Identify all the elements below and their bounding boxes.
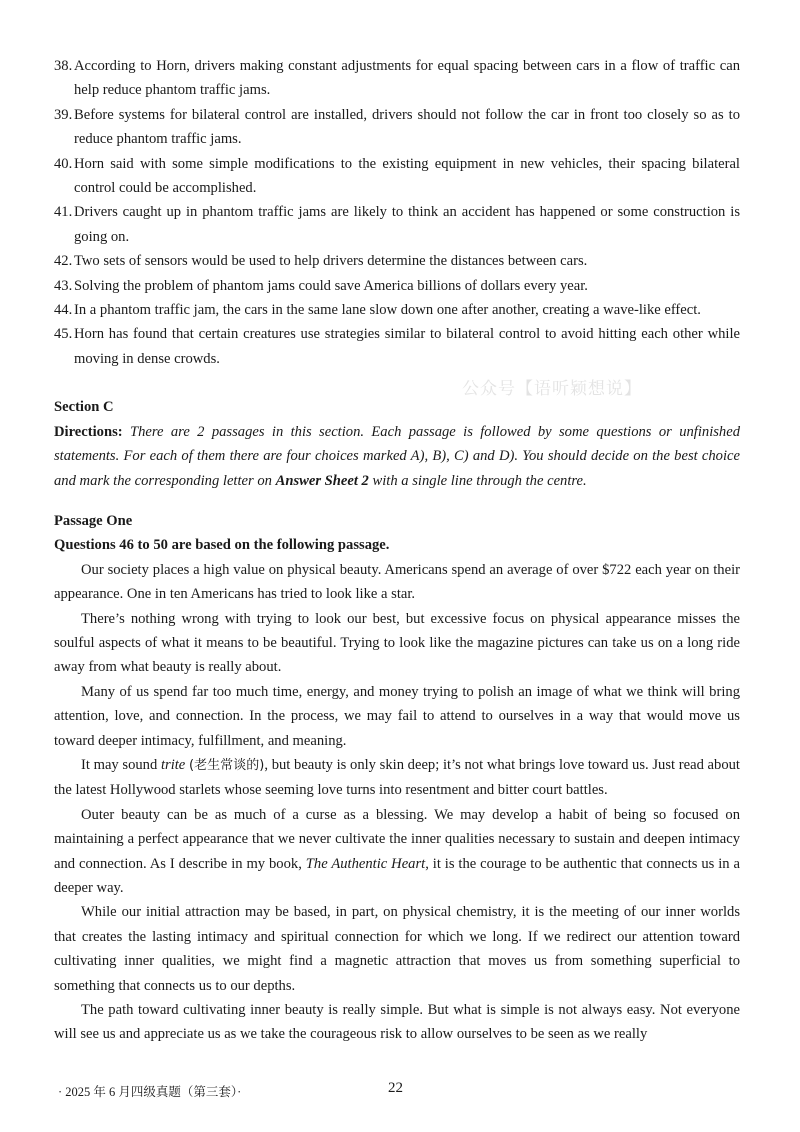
question-item xyxy=(54,274,740,298)
question-item xyxy=(54,103,740,152)
paragraph-text: Outer beauty can be as much of a curse as a blessing. We may develop a habit of being so focused on maintaining a perfect appearance that we never cultivate the inner qualities necessary to sustain and deepen intimacy and connection. As I describe in my book, xyxy=(54,806,740,872)
paragraph xyxy=(54,753,740,803)
question-item xyxy=(54,249,740,273)
paragraph: Many of us spend far too much time, energy, and money trying to polish an image of what we think will bring attention, love, and connection. In the process, we may fail to attend to ourselves in a way that would move us toward deeper intimacy, fulfillment, and meaning. xyxy=(54,683,740,749)
directions-label: Directions: xyxy=(54,423,123,440)
watermark: 公众号【语听颖想说】 xyxy=(462,379,642,399)
question-text: Drivers caught up in phantom traffic jams are likely to think an accident has happened or some construction is going on. xyxy=(74,204,740,245)
question-text: Before systems for bilateral control are installed, drivers should not follow the car in front too closely so as to reduce phantom traffic jams. xyxy=(74,106,740,148)
question-item xyxy=(54,54,740,103)
question-number: 43. xyxy=(54,277,73,294)
directions-text-end: with a single line through the centre. xyxy=(372,472,587,489)
paragraph: There’s nothing wrong with trying to look our best, but excessive focus on physical appearance misses the soulful aspects of what it means to be beautiful. Trying to look like the magazine pictures can take us on a long ride away from what beauty is really about. xyxy=(54,610,740,676)
paragraph: While our initial attraction may be based, in part, on physical chemistry, it is the meeting of our inner worlds that creates the lasting intimacy and spiritual connection for which we long. If we redirect our attention toward cultivating inner qualities, we might find a magnetic attraction that moves us from something superficial to something that connects us to our depths. xyxy=(54,904,740,994)
directions-text: There are 2 passages in this section. Each passage is followed by some questions or unfinished statements. For each of them there are four choices marked A), B), C) and D). You should decide on the best choice and mark the corresponding letter on xyxy=(54,423,740,489)
question-number: 44. xyxy=(54,302,73,319)
question-text: Horn said with some simple modifications to the existing equipment in new vehicles, their spacing bilateral control could be accomplished. xyxy=(74,155,740,197)
paragraph-text: It may sound xyxy=(81,756,158,773)
page-content xyxy=(54,54,740,1047)
question-text: Solving the problem of phantom jams could save America billions of dollars every year. xyxy=(74,277,588,294)
answer-sheet-label: Answer Sheet 2 xyxy=(275,472,369,489)
page-number: 22 xyxy=(388,1080,403,1096)
question-number: 38. xyxy=(54,58,73,74)
paragraph: The path toward cultivating inner beauty is really simple. But what is simple is not always easy. Not everyone will see us and appreciate us as we take the courageous risk to allow ourselves to be seen as we really xyxy=(54,1002,740,1043)
question-item xyxy=(54,152,740,201)
question-text: According to Horn, drivers making constant adjustments for equal spacing between cars in a flow of traffic can help reduce phantom traffic jams. xyxy=(74,58,740,99)
question-text: Horn has found that certain creatures use strategies similar to bilateral control to avoid hitting each other while moving in dense crowds. xyxy=(74,326,740,367)
question-item xyxy=(54,200,740,249)
paragraph-text: , but beauty is only skin deep; it’s not what brings love toward us. Just read about the latest Hollywood starlets whose seeming love turns into resentment and bitter court battles. xyxy=(54,756,740,799)
paragraph: Our society places a high value on physical beauty. Americans spend an average of over $722 each year on their appearance. One in ten Americans has tried to look like a star. xyxy=(54,561,740,603)
paragraph-text: , it is the courage to be authentic that connects us in a deeper way. xyxy=(54,855,740,896)
question-list xyxy=(54,54,740,371)
directions xyxy=(54,420,740,493)
question-text: Two sets of sensors would be used to help drivers determine the distances between cars. xyxy=(74,253,588,270)
section-title: Section C xyxy=(54,399,114,416)
passage-title: Passage One xyxy=(54,512,133,529)
vocab-gloss: (老生常谈的) xyxy=(188,757,265,773)
question-number: 45. xyxy=(54,326,73,343)
question-text: In a phantom traffic jam, the cars in the same lane slow down one after another, creating a wave-like effect. xyxy=(74,302,701,319)
question-number: 39. xyxy=(54,106,73,123)
book-title: The Authentic Heart xyxy=(305,855,426,872)
question-item xyxy=(54,298,740,322)
vocab-term: trite xyxy=(160,756,186,773)
paragraph xyxy=(54,803,740,901)
question-number: 40. xyxy=(54,155,73,172)
questions-range: Questions 46 to 50 are based on the following passage. xyxy=(54,537,390,554)
question-item xyxy=(54,322,740,371)
footer-exam-label: · 2025 年 6 月四级真题（第三套）· xyxy=(58,1085,242,1099)
question-number: 41. xyxy=(54,204,73,221)
question-number: 42. xyxy=(54,253,73,270)
